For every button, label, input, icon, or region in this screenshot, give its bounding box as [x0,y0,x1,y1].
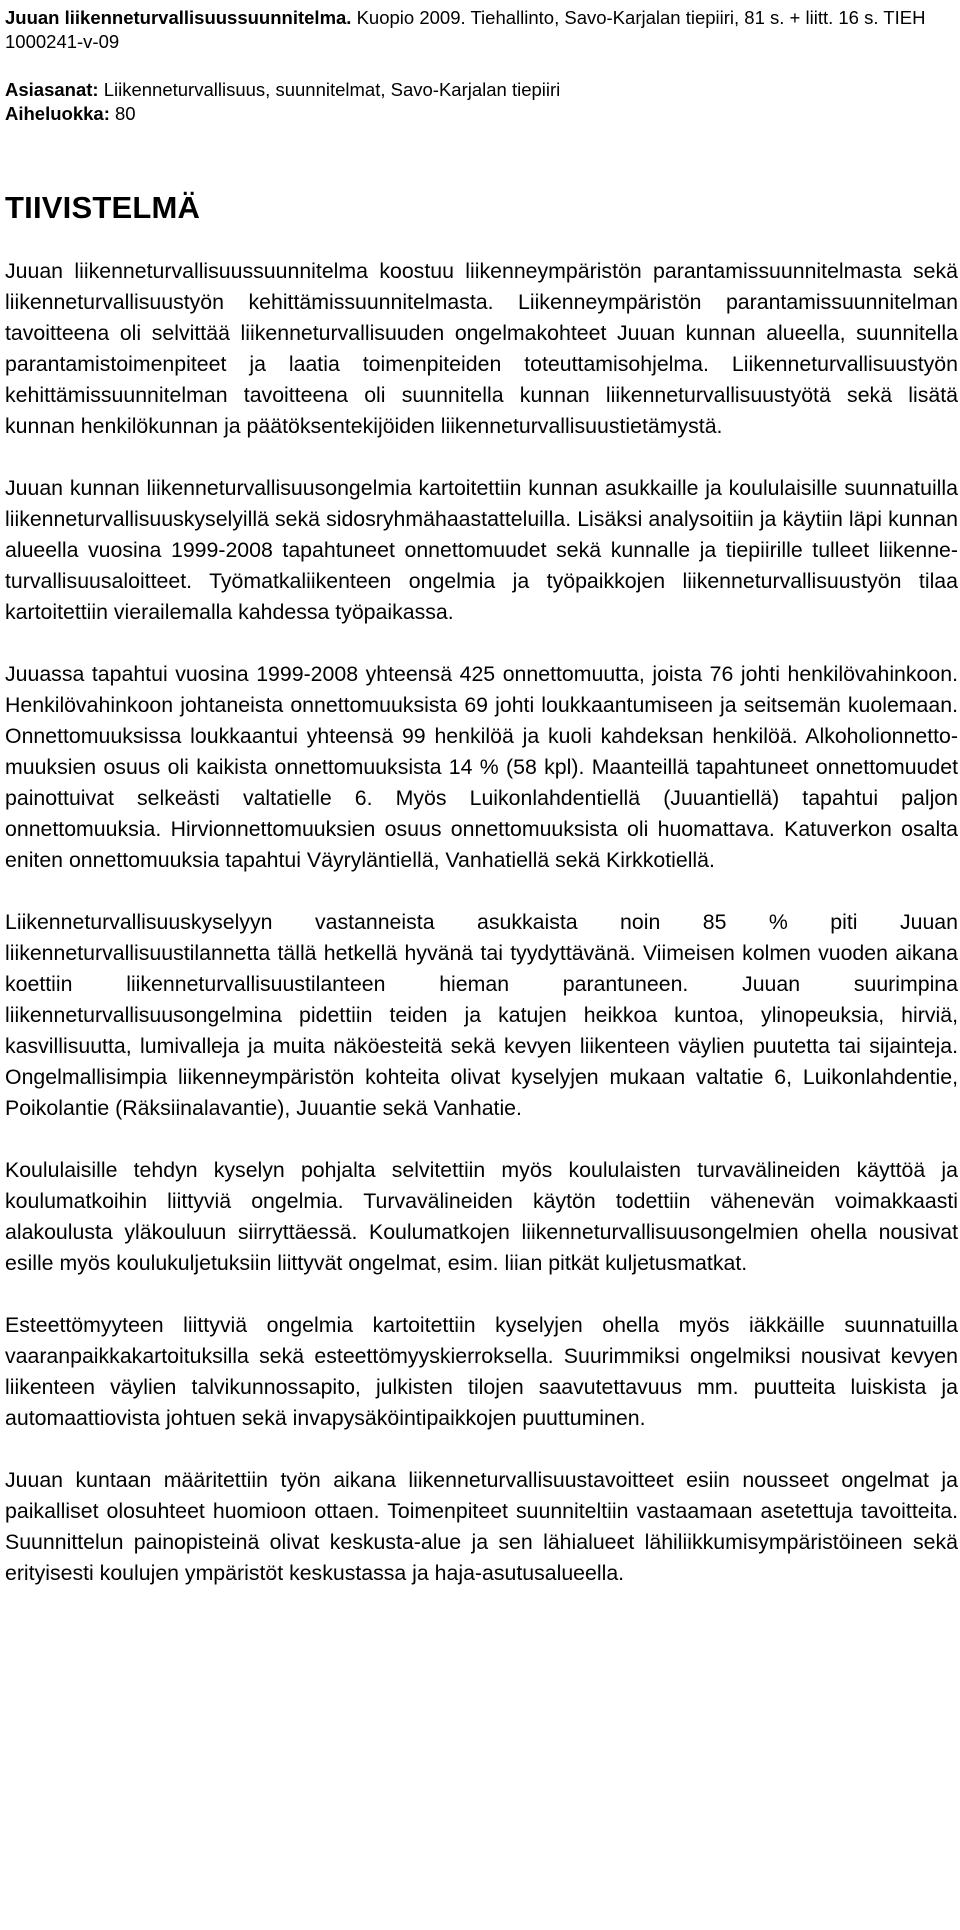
summary-paragraph: Liikenneturvallisuuskyselyyn vastanneista asukkaista noin 85 % piti Juuan liikenneturvallisuustilannetta tällä hetkellä hyvänä tai tyydyttävänä. Viimeisen kolmen vuoden aikana koettiin liikenneturvallisuustilanteen hieman parantuneen. Juuan suurimpina liikenneturvallisuusongelmina pidettiin teiden ja katujen heikkoa kuntoa, ylinopeuksia, hirviä, kasvillisuutta, lumivalleja ja muita näköesteitä sekä kevyen liikenteen väylien puutetta tai sijainteja. Ongelmallisimpia liikenneympäristön kohteita olivat kyselyjen mukaan valtatie 6, Luikonlahdentie, Poikolantie (Räksiinalavantie), Juuantie sekä Vanhatie. [5,910,958,1120]
category-label: Aiheluokka: [5,103,110,124]
category-line [5,102,958,126]
summary-paragraph: Juuassa tapahtui vuosina 1999-2008 yhteensä 425 onnettomuutta, joista 76 johti henkilövahinkoon. Henkilövahinkoon johtaneista onnettomuuksista 69 johti loukkaantumiseen ja seitsemän kuolemaan. Onnettomuuksissa loukkaantui yhteensä 99 henkilöä ja kuoli kahdeksan henkilöä. Alkoholionnettomuuksien osuus oli kaikista onnettomuuksista 14 % (58 kpl). Maanteillä tapahtuneet onnettomuudet painottuivat selkeästi valtatielle 6. Myös Luikonlahdentiellä (Juuantiellä) tapahtui paljon onnettomuuksia. Hirvionnettomuuksien osuus onnettomuuksista oli huomattava. Katuverkon osalta eniten onnettomuuksia tapahtui Väyryläntiellä, Vanhatiellä sekä Kirkkotiellä. [5,662,958,872]
metadata-block [5,78,958,126]
summary-paragraph: Esteettömyyteen liittyviä ongelmia kartoitettiin kyselyjen ohella myös iäkkäille suunnatuilla vaaranpaikkakartoituksilla sekä esteettömyyskierroksella. Suurimmiksi ongelmiksi nousivat kevyen liikenteen väylien talvikunnossapito, julkisten tilojen saavutettavuus mm. puutteita luiskista ja automaattiovista johtuen sekä invapysäköintipaikkojen puuttuminen. [5,1313,958,1430]
summary-paragraph: Juuan kunnan liikenneturvallisuusongelmia kartoitettiin kunnan asukkaille ja koululaisille suunnatuilla liikenneturvallisuuskyselyillä sekä sidosryhmähaastatteluilla. Lisäksi analysoitiin ja käytiin läpi kunnan alueella vuosina 1999-2008 tapahtuneet onnettomuudet sekä kunnalle ja tiepiirille tulleet liikenneturvallisuusaloitteet. Työmatkaliikenteen ongelmia ja työpaikkojen liikenneturvallisuustyön tilaa kartoitettiin vierailemalla kahdessa työpaikassa. [5,476,958,624]
report-title: Juuan liikenneturvallisuussuunnitelma. [5,7,352,28]
summary-paragraph: Juuan liikenneturvallisuussuunnitelma koostuu liikenneympäristön parantamissuunnitelmasta sekä liikenneturvallisuustyön kehittämissuunnitelmasta. Liikenneympäristön parantamissuunnitelman tavoitteena oli selvittää liikenneturvallisuuden ongelmakohteet Juuan kunnan alueella, suunnitella parantamistoimenpiteet ja laatia toimenpiteiden toteuttamisohjelma. Liikenneturvallisuustyön kehittämissuunnitelman tavoitteena oli suunnitella kunnan liikenneturvallisuustyötä sekä lisätä kunnan henkilökunnan ja päätöksentekijöiden liikenneturvallisuustietämystä. [5,259,958,438]
keywords-label: Asiasanat: [5,79,99,100]
citation-details: Kuopio 2009. Tiehallinto, Savo-Karjalan tiepiiri, 81 s. + liitt. 16 s. TIEH 1000241-v-09 [5,7,926,52]
category-value: 80 [109,103,136,124]
summary-paragraph: Juuan kuntaan määritettiin työn aikana liikenneturvallisuustavoitteet esiin nousseet ongelmat ja paikalliset olosuhteet huomioon ottaen. Toimenpiteet suunniteltiin vastaamaan asetettuja tavoitteita. Suunnittelun painopisteinä olivat keskusta-alue ja sen lähialueet lähiliikkumisympäristöineen sekä erityisesti koulujen ympäristöt keskustassa ja haja-asutusalueella. [5,1468,958,1585]
summary-paragraph: Koululaisille tehdyn kyselyn pohjalta selvitettiin myös koululaisten turvavälineiden käyttöä ja koulumatkoihin liittyviä ongelmia. Turvavälineiden käytön todettiin vähenevän voimakkaasti alakoulusta yläkouluun siirryttäessä. Koulumatkojen liikenneturvallisuusongelmien ohella nousivat esille myös koulukuljetuksiin liittyvät ongelmat, esim. liian pitkät kuljetusmatkat. [5,1158,958,1275]
keywords-line [5,78,958,102]
citation [5,6,958,54]
keywords-value: Liikenneturvallisuus, suunnitelmat, Savo-Karjalan tiepiiri [98,79,561,100]
summary-heading: TIIVISTELMÄ [5,190,201,225]
